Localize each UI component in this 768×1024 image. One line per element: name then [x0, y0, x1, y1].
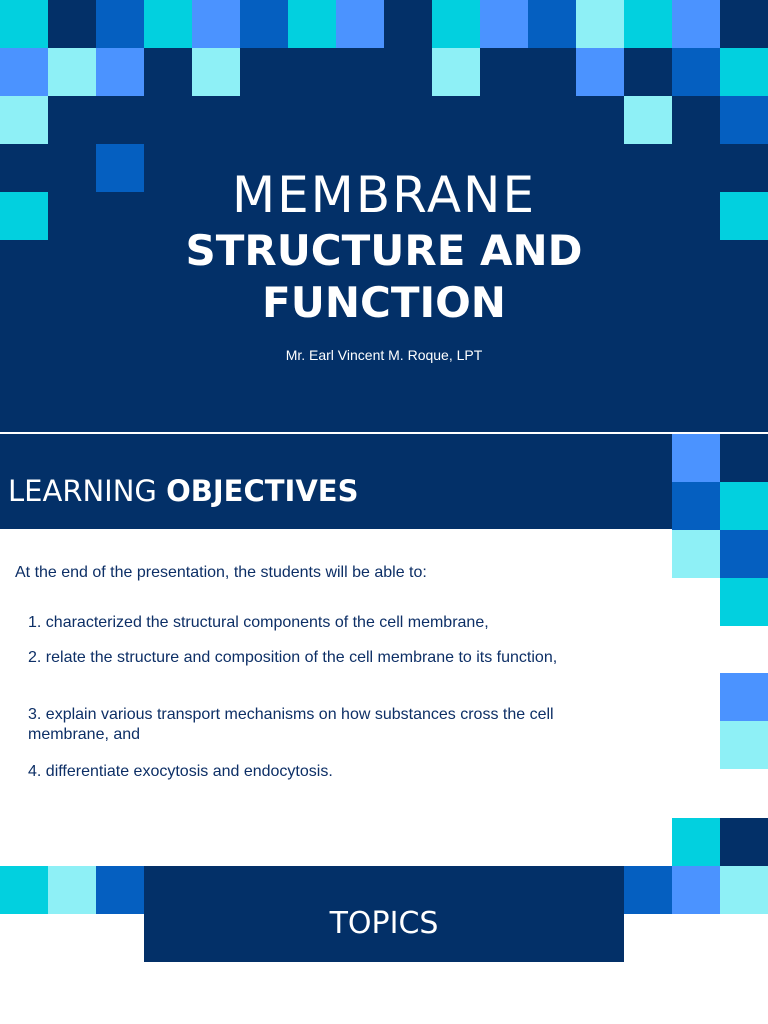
objective-item: 4. differentiate exocytosis and endocytosis. — [28, 763, 333, 780]
deco-square — [480, 0, 528, 48]
deco-square — [624, 0, 672, 48]
deco-square — [720, 482, 768, 530]
title-line-2: STRUCTURE AND — [185, 226, 583, 275]
objective-item: 3. explain various transport mechanisms on how substances cross the cell membrane, and — [28, 706, 554, 743]
deco-square — [720, 818, 768, 866]
title-line-1: MEMBRANE — [231, 166, 537, 224]
deco-square — [720, 530, 768, 578]
objectives-title-bold: OBJECTIVES — [166, 474, 359, 508]
deco-square — [720, 721, 768, 769]
deco-square — [720, 434, 768, 482]
deco-square — [432, 0, 480, 48]
deco-square — [528, 0, 576, 48]
deco-square — [672, 434, 720, 482]
deco-square — [672, 48, 720, 96]
title-slide — [0, 0, 768, 432]
deco-square — [672, 818, 720, 866]
objective-item: 1. characterized the structural components of the cell membrane, — [28, 614, 489, 631]
deco-square — [0, 866, 48, 914]
topics-title: TOPICS — [329, 906, 439, 941]
deco-square — [48, 866, 96, 914]
deco-square — [144, 0, 192, 48]
deco-square — [720, 48, 768, 96]
deco-square — [0, 0, 48, 48]
deco-square — [96, 0, 144, 48]
deco-square — [576, 48, 624, 96]
deco-square — [192, 0, 240, 48]
deco-square — [720, 578, 768, 626]
author-name: Mr. Earl Vincent M. Roque, LPT — [285, 347, 483, 363]
deco-square — [288, 0, 336, 48]
deco-square — [624, 866, 672, 914]
deco-square — [672, 0, 720, 48]
objectives-title — [8, 474, 358, 508]
deco-square — [672, 482, 720, 530]
deco-square — [96, 48, 144, 96]
deco-square — [0, 48, 48, 96]
deco-square — [336, 0, 384, 48]
deco-square — [240, 0, 288, 48]
deco-square — [96, 866, 144, 914]
deco-square — [672, 530, 720, 578]
deco-square — [720, 866, 768, 914]
deco-square — [576, 0, 624, 48]
deco-square — [48, 48, 96, 96]
deco-square — [0, 96, 48, 144]
objective-item: 2. relate the structure and composition of the cell membrane to its function, — [28, 649, 558, 666]
deco-square — [672, 866, 720, 914]
objectives-intro: At the end of the presentation, the students will be able to: — [15, 564, 427, 581]
deco-square — [432, 48, 480, 96]
title-line-3: FUNCTION — [262, 278, 506, 327]
deco-square — [624, 96, 672, 144]
deco-square — [192, 48, 240, 96]
deco-square — [720, 96, 768, 144]
deco-square — [720, 673, 768, 721]
objectives-title-regular: LEARNING — [8, 474, 167, 508]
